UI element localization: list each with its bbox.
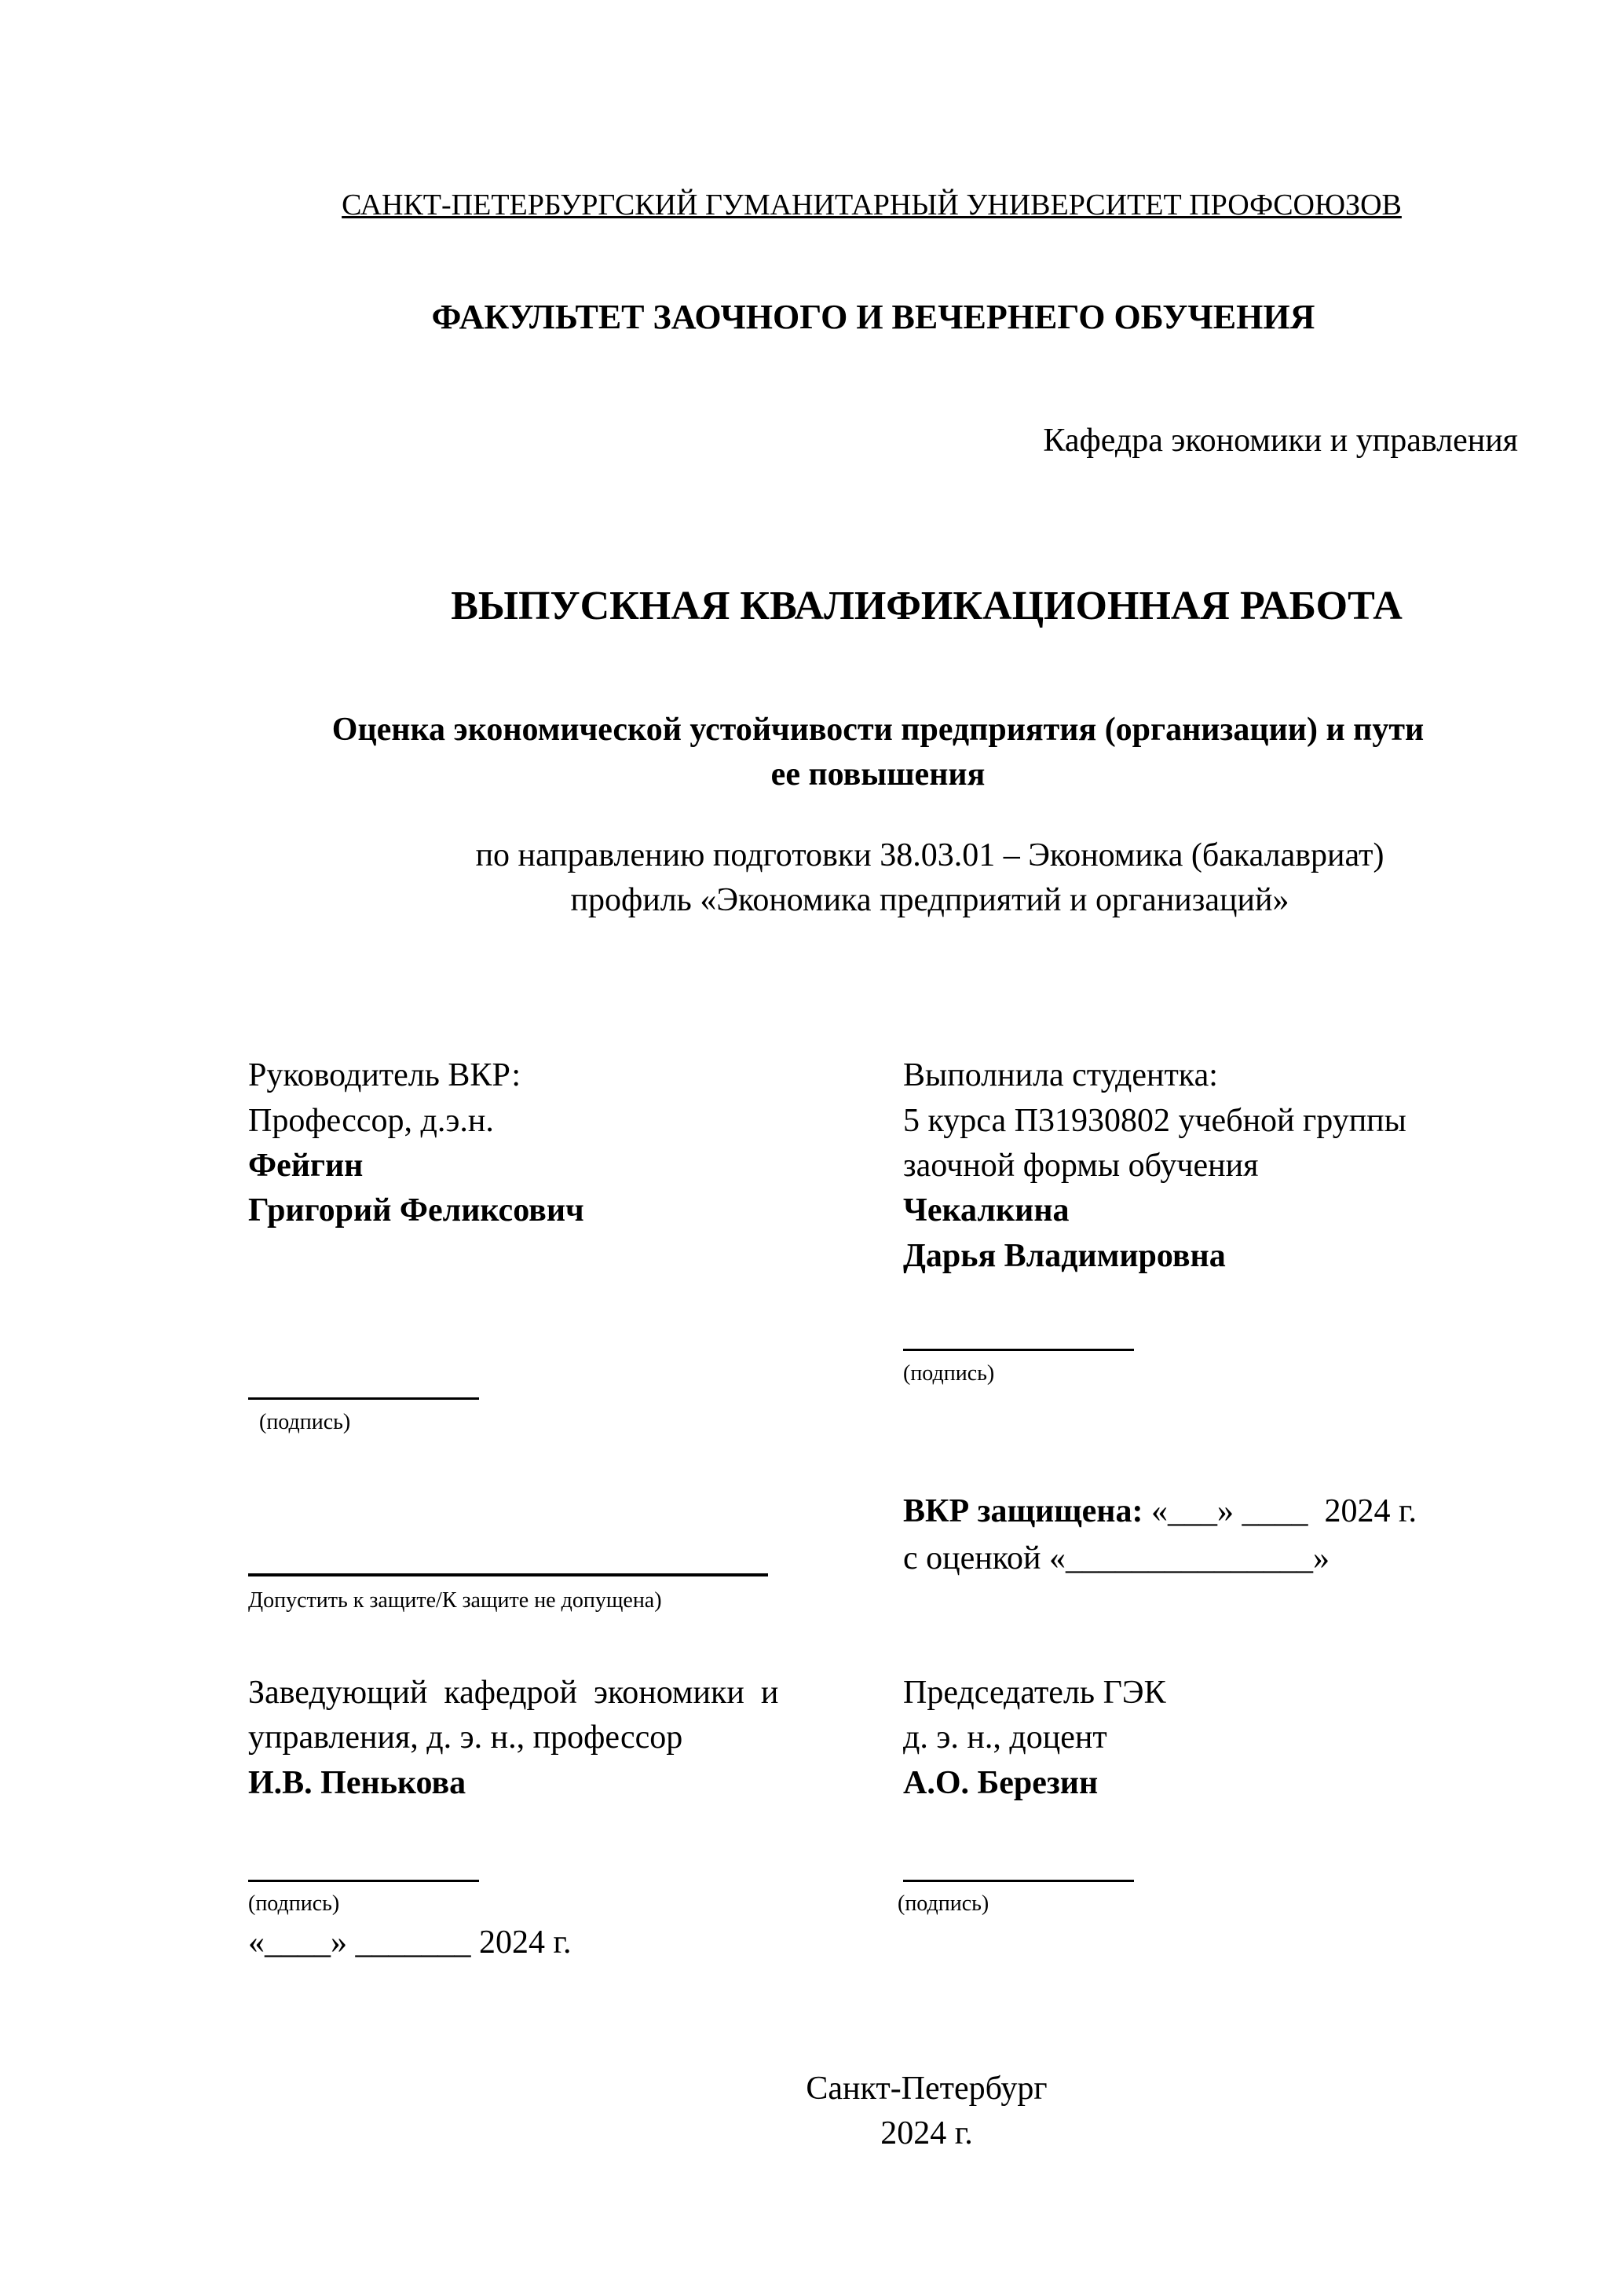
student-name: Дарья Владимировна bbox=[903, 1238, 1226, 1274]
footer-year: 2024 г. bbox=[880, 2115, 973, 2151]
study-direction: по направлению подготовки 38.03.01 – Экономика (бакалавриат) bbox=[475, 837, 1384, 873]
head-title-line-2: управления, д. э. н., профессор bbox=[248, 1719, 683, 1756]
student-group: 5 курса П31930802 учебной группы bbox=[903, 1103, 1406, 1139]
supervisor-position: Профессор, д.э.н. bbox=[248, 1103, 494, 1139]
study-profile: профиль «Экономика предприятий и организаций» bbox=[570, 882, 1289, 918]
defense-date: «___» ____ 2024 г. bbox=[1150, 1493, 1417, 1529]
university-name: САНКТ-ПЕТЕРБУРГСКИЙ ГУМАНИТАРНЫЙ УНИВЕРСИТЕТ ПРОФСОЮЗОВ bbox=[342, 189, 1402, 222]
student-signature-caption: (подпись) bbox=[903, 1361, 995, 1386]
chair-signature-caption: (подпись) bbox=[898, 1891, 989, 1916]
chair-title-line-2: д. э. н., доцент bbox=[903, 1719, 1107, 1756]
topic-line-2: ее повышения bbox=[770, 756, 986, 793]
supervisor-surname: Фейгин bbox=[248, 1148, 364, 1184]
chair-name: А.О. Березин bbox=[903, 1765, 1099, 1801]
faculty-name: ФАКУЛЬТЕТ ЗАОЧНОГО И ВЕЧЕРНЕГО ОБУЧЕНИЯ bbox=[431, 298, 1315, 336]
admission-caption: Допустить к защите/К защите не допущена) bbox=[248, 1588, 662, 1613]
head-signature-caption: (подпись) bbox=[248, 1891, 340, 1916]
head-name: И.В. Пенькова bbox=[248, 1765, 466, 1801]
head-date: «____» _______ 2024 г. bbox=[248, 1924, 572, 1961]
student-surname: Чекалкина bbox=[903, 1192, 1070, 1229]
student-study-form: заочной формы обучения bbox=[903, 1148, 1259, 1184]
supervisor-signature-line bbox=[248, 1397, 479, 1400]
supervisor-name: Григорий Феликсович bbox=[248, 1192, 584, 1229]
supervisor-signature-caption: (подпись) bbox=[259, 1410, 351, 1434]
document-type: ВЫПУСКНАЯ КВАЛИФИКАЦИОННАЯ РАБОТА bbox=[451, 584, 1403, 628]
head-signature-line bbox=[248, 1880, 479, 1882]
department-name: Кафедра экономики и управления bbox=[1043, 423, 1518, 459]
footer-city: Санкт-Петербург bbox=[806, 2071, 1048, 2107]
defense-info bbox=[903, 1495, 1417, 1528]
supervisor-label: Руководитель ВКР: bbox=[248, 1057, 521, 1093]
student-signature-line bbox=[903, 1349, 1134, 1351]
defense-grade: с оценкой «_______________» bbox=[903, 1540, 1330, 1576]
head-title-line-1: Заведующий кафедрой экономики и bbox=[248, 1675, 779, 1711]
defense-label: ВКР защищена: bbox=[903, 1493, 1143, 1529]
topic-line-1: Оценка экономической устойчивости предприятия (организации) и пути bbox=[331, 712, 1425, 748]
admission-line bbox=[248, 1573, 768, 1576]
student-label: Выполнила студентка: bbox=[903, 1057, 1218, 1093]
chair-signature-line bbox=[903, 1880, 1134, 1882]
chair-title-line-1: Председатель ГЭК bbox=[903, 1675, 1166, 1711]
